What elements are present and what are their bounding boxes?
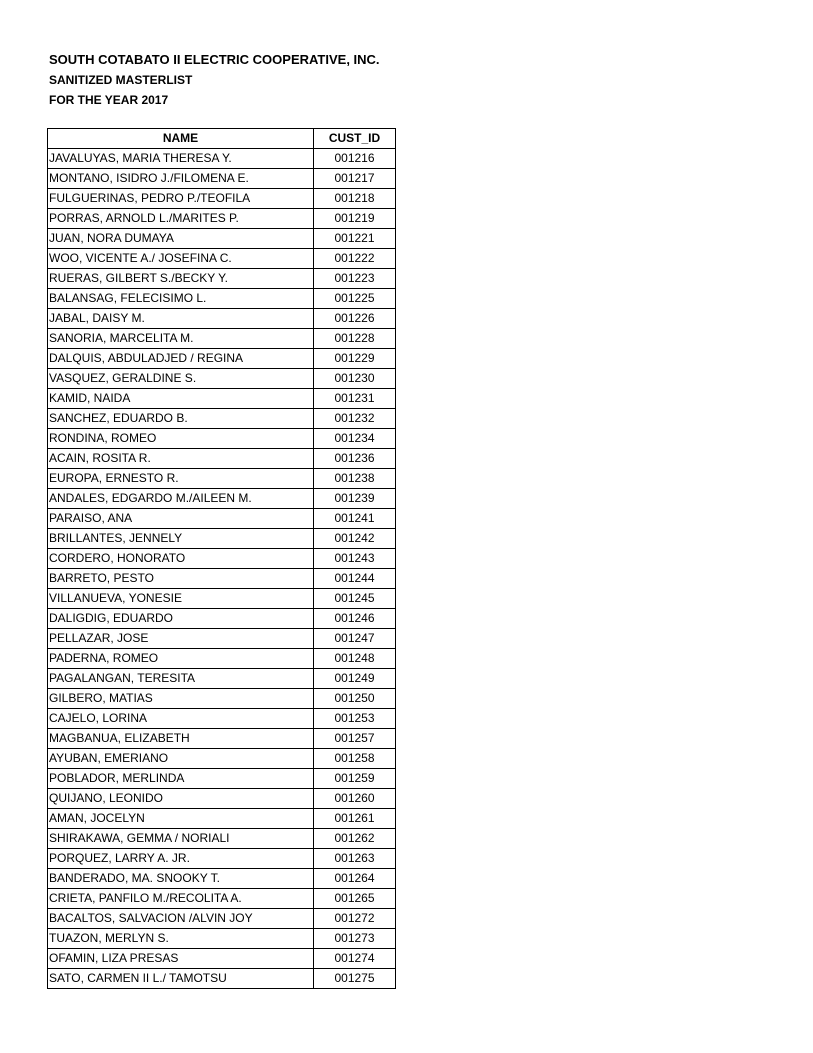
- customer-name-cell: JABAL, DAISY M.: [48, 309, 314, 329]
- company-name: SOUTH COTABATO II ELECTRIC COOPERATIVE, INC.: [49, 52, 380, 67]
- customer-id-cell: 001232: [314, 409, 396, 429]
- customer-name-cell: OFAMIN, LIZA PRESAS: [48, 949, 314, 969]
- table-row: [48, 949, 396, 969]
- table-row: [48, 449, 396, 469]
- customer-id-cell: 001243: [314, 549, 396, 569]
- table-row: [48, 269, 396, 289]
- document-year: FOR THE YEAR 2017: [49, 93, 169, 107]
- table-row: [48, 649, 396, 669]
- customer-id-cell: 001258: [314, 749, 396, 769]
- customer-id-cell: 001236: [314, 449, 396, 469]
- customer-id-cell: 001253: [314, 709, 396, 729]
- table-row: [48, 429, 396, 449]
- table-row: [48, 409, 396, 429]
- table-row: [48, 769, 396, 789]
- customer-id-cell: 001262: [314, 829, 396, 849]
- table-row: [48, 169, 396, 189]
- customer-name-cell: PARAISO, ANA: [48, 509, 314, 529]
- customer-id-cell: 001264: [314, 869, 396, 889]
- customer-name-cell: SANCHEZ, EDUARDO B.: [48, 409, 314, 429]
- customer-id-cell: 001225: [314, 289, 396, 309]
- customer-name-cell: PORRAS, ARNOLD L./MARITES P.: [48, 209, 314, 229]
- customer-name-cell: GILBERO, MATIAS: [48, 689, 314, 709]
- table-row: [48, 689, 396, 709]
- customer-name-cell: BRILLANTES, JENNELY: [48, 529, 314, 549]
- customer-name-cell: WOO, VICENTE A./ JOSEFINA C.: [48, 249, 314, 269]
- customer-name-cell: JUAN, NORA DUMAYA: [48, 229, 314, 249]
- table-row: [48, 729, 396, 749]
- customer-id-cell: 001219: [314, 209, 396, 229]
- customer-id-cell: 001247: [314, 629, 396, 649]
- customer-name-cell: DALQUIS, ABDULADJED / REGINA: [48, 349, 314, 369]
- table-row: [48, 229, 396, 249]
- customer-name-cell: TUAZON, MERLYN S.: [48, 929, 314, 949]
- customer-id-cell: 001246: [314, 609, 396, 629]
- table-row: [48, 809, 396, 829]
- column-header-cust-id: CUST_ID: [314, 129, 396, 149]
- customer-name-cell: ACAIN, ROSITA R.: [48, 449, 314, 469]
- customer-name-cell: POBLADOR, MERLINDA: [48, 769, 314, 789]
- column-header-name: NAME: [48, 129, 314, 149]
- customer-name-cell: QUIJANO, LEONIDO: [48, 789, 314, 809]
- table-row: [48, 189, 396, 209]
- customer-name-cell: SHIRAKAWA, GEMMA / NORIALI: [48, 829, 314, 849]
- customer-id-cell: 001260: [314, 789, 396, 809]
- customer-id-cell: 001217: [314, 169, 396, 189]
- customer-id-cell: 001242: [314, 529, 396, 549]
- customer-name-cell: FULGUERINAS, PEDRO P./TEOFILA: [48, 189, 314, 209]
- table-row: [48, 509, 396, 529]
- table-row: [48, 349, 396, 369]
- customer-id-cell: 001259: [314, 769, 396, 789]
- customer-name-cell: CRIETA, PANFILO M./RECOLITA A.: [48, 889, 314, 909]
- customer-id-cell: 001274: [314, 949, 396, 969]
- customer-id-cell: 001245: [314, 589, 396, 609]
- customer-name-cell: MAGBANUA, ELIZABETH: [48, 729, 314, 749]
- customer-name-cell: RONDINA, ROMEO: [48, 429, 314, 449]
- customer-name-cell: RUERAS, GILBERT S./BECKY Y.: [48, 269, 314, 289]
- customer-name-cell: ANDALES, EDGARDO M./AILEEN M.: [48, 489, 314, 509]
- table-row: [48, 289, 396, 309]
- customer-id-cell: 001272: [314, 909, 396, 929]
- customer-id-cell: 001226: [314, 309, 396, 329]
- customer-id-cell: 001230: [314, 369, 396, 389]
- document-header: [49, 50, 380, 110]
- customer-name-cell: KAMID, NAIDA: [48, 389, 314, 409]
- table-row: [48, 969, 396, 989]
- table-row: [48, 789, 396, 809]
- table-row: [48, 909, 396, 929]
- customer-name-cell: AYUBAN, EMERIANO: [48, 749, 314, 769]
- customer-name-cell: EUROPA, ERNESTO R.: [48, 469, 314, 489]
- table-row: [48, 849, 396, 869]
- table-row: [48, 369, 396, 389]
- customer-id-cell: 001263: [314, 849, 396, 869]
- table-row: [48, 609, 396, 629]
- customer-name-cell: SANORIA, MARCELITA M.: [48, 329, 314, 349]
- table-row: [48, 749, 396, 769]
- customer-name-cell: CAJELO, LORINA: [48, 709, 314, 729]
- table-row: [48, 629, 396, 649]
- customer-name-cell: MONTANO, ISIDRO J./FILOMENA E.: [48, 169, 314, 189]
- table-row: [48, 249, 396, 269]
- document-subtitle: SANITIZED MASTERLIST: [49, 73, 193, 87]
- table-row: [48, 549, 396, 569]
- customer-name-cell: JAVALUYAS, MARIA THERESA Y.: [48, 149, 314, 169]
- masterlist-table: [47, 128, 396, 989]
- table-row: [48, 329, 396, 349]
- customer-id-cell: 001216: [314, 149, 396, 169]
- customer-id-cell: 001265: [314, 889, 396, 909]
- customer-name-cell: DALIGDIG, EDUARDO: [48, 609, 314, 629]
- customer-id-cell: 001244: [314, 569, 396, 589]
- customer-name-cell: PELLAZAR, JOSE: [48, 629, 314, 649]
- customer-id-cell: 001218: [314, 189, 396, 209]
- customer-id-cell: 001229: [314, 349, 396, 369]
- table-row: [48, 669, 396, 689]
- table-row: [48, 489, 396, 509]
- customer-name-cell: CORDERO, HONORATO: [48, 549, 314, 569]
- customer-name-cell: AMAN, JOCELYN: [48, 809, 314, 829]
- customer-id-cell: 001239: [314, 489, 396, 509]
- table-row: [48, 309, 396, 329]
- customer-name-cell: SATO, CARMEN II L./ TAMOTSU: [48, 969, 314, 989]
- customer-name-cell: PAGALANGAN, TERESITA: [48, 669, 314, 689]
- table-header-row: [48, 129, 396, 149]
- customer-id-cell: 001231: [314, 389, 396, 409]
- customer-id-cell: 001261: [314, 809, 396, 829]
- customer-name-cell: BACALTOS, SALVACION /ALVIN JOY: [48, 909, 314, 929]
- table-row: [48, 929, 396, 949]
- customer-name-cell: PADERNA, ROMEO: [48, 649, 314, 669]
- table-row: [48, 389, 396, 409]
- customer-id-cell: 001273: [314, 929, 396, 949]
- customer-name-cell: PORQUEZ, LARRY A. JR.: [48, 849, 314, 869]
- table-row: [48, 869, 396, 889]
- table-row: [48, 529, 396, 549]
- customer-id-cell: 001223: [314, 269, 396, 289]
- table-row: [48, 589, 396, 609]
- table-row: [48, 829, 396, 849]
- table-row: [48, 149, 396, 169]
- customer-id-cell: 001248: [314, 649, 396, 669]
- table-row: [48, 209, 396, 229]
- customer-id-cell: 001221: [314, 229, 396, 249]
- customer-id-cell: 001222: [314, 249, 396, 269]
- table-row: [48, 709, 396, 729]
- customer-name-cell: BARRETO, PESTO: [48, 569, 314, 589]
- customer-name-cell: BALANSAG, FELECISIMO L.: [48, 289, 314, 309]
- customer-name-cell: VASQUEZ, GERALDINE S.: [48, 369, 314, 389]
- customer-id-cell: 001249: [314, 669, 396, 689]
- customer-id-cell: 001228: [314, 329, 396, 349]
- customer-id-cell: 001234: [314, 429, 396, 449]
- customer-id-cell: 001241: [314, 509, 396, 529]
- table-body: [48, 149, 396, 989]
- customer-name-cell: VILLANUEVA, YONESIE: [48, 589, 314, 609]
- customer-id-cell: 001257: [314, 729, 396, 749]
- customer-id-cell: 001238: [314, 469, 396, 489]
- table-row: [48, 889, 396, 909]
- customer-name-cell: BANDERADO, MA. SNOOKY T.: [48, 869, 314, 889]
- table-row: [48, 569, 396, 589]
- customer-id-cell: 001275: [314, 969, 396, 989]
- table-row: [48, 469, 396, 489]
- customer-id-cell: 001250: [314, 689, 396, 709]
